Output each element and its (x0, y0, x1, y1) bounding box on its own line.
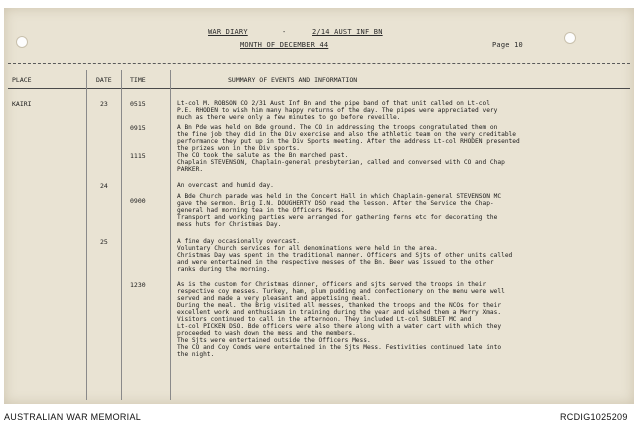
summary-line: performance they put up in the Div Sports meeting. After the address Lt-col RHODEN presented (177, 138, 520, 145)
summary-line: the night. (177, 351, 215, 358)
punch-hole-left (16, 36, 28, 48)
summary-line: The CO took the salute as the Bn marched past. (177, 152, 349, 159)
column-header-summary: SUMMARY OF EVENTS AND INFORMATION (228, 76, 358, 84)
entry-date: 23 (100, 100, 108, 108)
summary-line: much as there were only a few minutes to go before reveille. (177, 114, 401, 121)
summary-line: the fine job they did in the Div exercise and also the athletic team on the very creditable (177, 131, 516, 138)
entry-date: 24 (100, 182, 108, 190)
column-divider-time (170, 70, 171, 400)
month-label: MONTH OF DECEMBER 44 (240, 41, 329, 49)
summary-line: excellent work and enthusiasm in training during the year and wished them a Merry Xmas. (177, 309, 502, 316)
summary-line: Lt-col PICKEN DSO. Bde officers were also there along with a water cart with which they (177, 323, 502, 330)
summary-line: proceeded to wash down the mess and the members. (177, 330, 356, 337)
entry-time: 0900 (130, 197, 146, 205)
summary-line: An overcast and humid day. (177, 182, 274, 189)
summary-line: and were entertained in the respective messes of the Bn. Beer was issued to the other (177, 259, 494, 266)
summary-line: A fine day occasionally overcast. (177, 238, 300, 245)
summary-line: P.E. RHODEN to wish him many happy returns of the day. The pipes were appreciated very (177, 107, 498, 114)
summary-line: general had morning tea in the Officers Mess. (177, 207, 345, 214)
summary-line: Voluntary Church services for all denominations were held in the area. (177, 245, 438, 252)
column-header-date: DATE (96, 76, 112, 84)
summary-line: A Bn Pde was held on Bde ground. The CO in addressing the troops congratulated them on (177, 124, 498, 131)
summary-line: Christmas Day was spent in the traditional manner. Officers and Sjts of other units called (177, 252, 513, 259)
column-header-time: TIME (130, 76, 146, 84)
summary-line: The Sjts were entertained outside the Officers Mess. (177, 337, 371, 344)
page-number: Page 10 (492, 41, 523, 49)
archive-credit: AUSTRALIAN WAR MEMORIAL (4, 412, 142, 422)
entry-date: 25 (100, 238, 108, 246)
entry-time: 1115 (130, 152, 146, 160)
top-rule (8, 63, 630, 64)
summary-line: A Bde Church parade was held in the Concert Hall in which Chaplain-general STEVENSON MC (177, 193, 502, 200)
summary-line: During the meal. the Brig visited all messes, thanked the troops and the NCOs for their (177, 302, 502, 309)
archive-reference: RCDIG1025209 (560, 412, 628, 422)
summary-line: PARKER. (177, 166, 204, 173)
diary-label: WAR DIARY (208, 28, 248, 36)
summary-line: the prizes won in the Div sports. (177, 145, 300, 152)
summary-line: Visitors continued to call in the afternoon. They included Lt-col SUBLET MC and (177, 316, 472, 323)
summary-line: Chaplain STEVENSON, Chaplain-general presbyterian, called and conversed with CO and Chap (177, 159, 505, 166)
header-dash: - (282, 28, 287, 36)
place-cell: KAIRI (12, 100, 32, 108)
header-rule (8, 88, 630, 89)
entry-time: 0915 (130, 124, 146, 132)
column-divider-date (121, 70, 122, 400)
summary-line: mess huts for Christmas Day. (177, 221, 282, 228)
summary-line: gave the sermon. Brig I.N. DOUGHERTY DSO read the lesson. After the Service the Chap- (177, 200, 494, 207)
summary-line: respective coy messes. Turkey, ham, plum pudding and confectionery on the menu were well (177, 288, 505, 295)
entry-time: 0515 (130, 100, 146, 108)
summary-line: As is the custom for Christmas dinner, officers and sjts served the troops in their (177, 281, 487, 288)
summary-line: The CO and Coy Comds were entertained in the Sjts Mess. Festivities continued late into (177, 344, 502, 351)
summary-line: Lt-col M. ROBSON CO 2/31 Aust Inf Bn and the pipe band of that unit called on Lt-col (177, 100, 490, 107)
entry-time: 1230 (130, 281, 146, 289)
unit-name: 2/14 AUST INF BN (312, 28, 383, 36)
column-divider-place (86, 70, 87, 400)
summary-line: ranks during the morning. (177, 266, 271, 273)
punch-hole-right (564, 32, 576, 44)
summary-line: served and made a very pleasant and appetising meal. (177, 295, 371, 302)
summary-line: Transport and working parties were arranged for gathering ferns etc for decorating the (177, 214, 498, 221)
column-header-place: PLACE (12, 76, 32, 84)
